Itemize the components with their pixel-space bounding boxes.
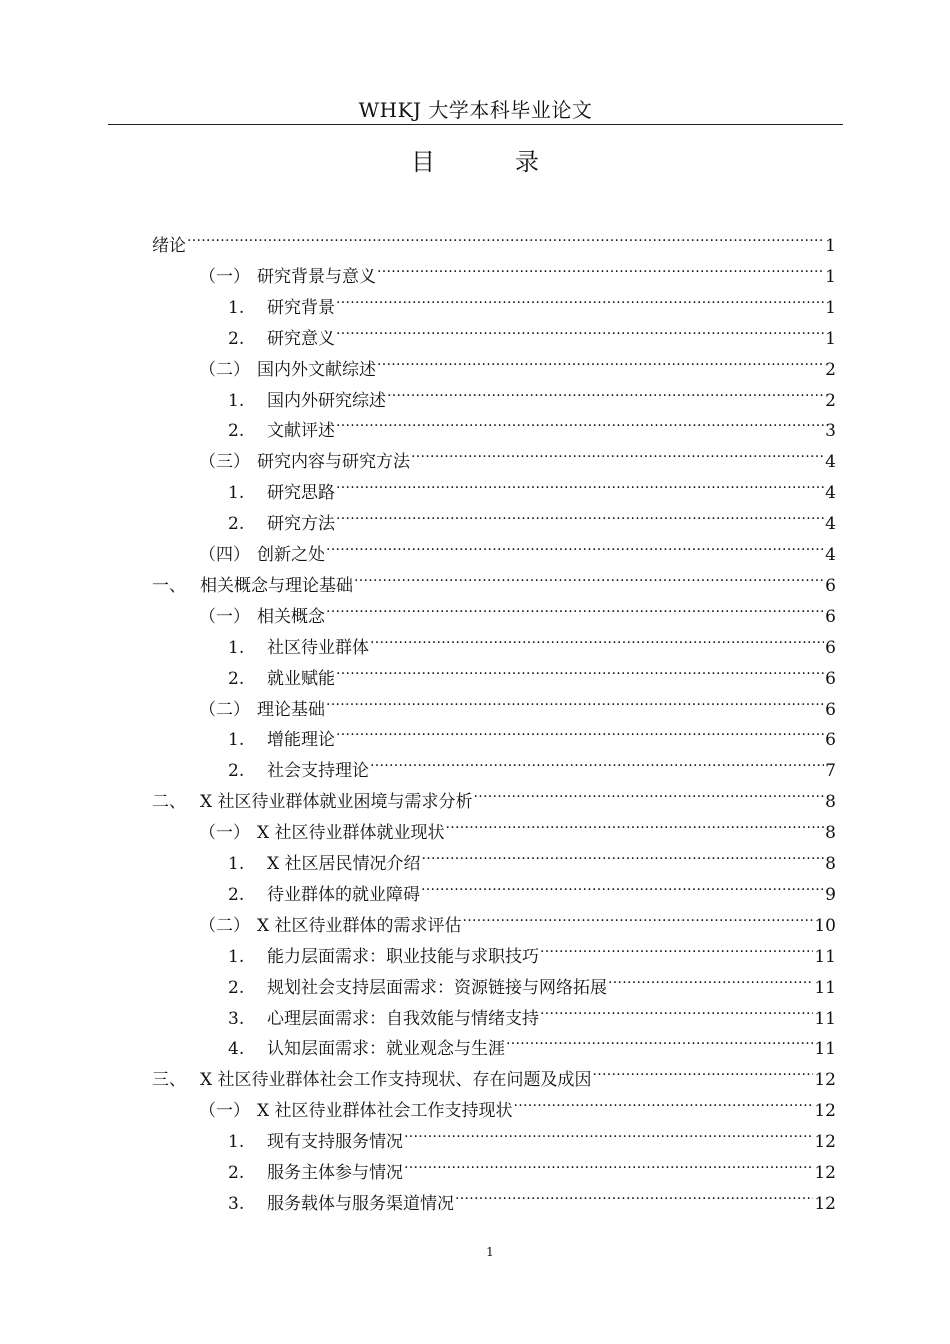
- toc-entry[interactable]: [228, 962, 836, 998]
- toc-entry-number: 3.: [228, 1008, 245, 1029]
- toc-entry-title: 研究内容与研究方法: [257, 452, 410, 473]
- page-number: 1: [486, 1245, 494, 1259]
- toc-title: 目 录: [411, 148, 567, 176]
- toc-entry[interactable]: [228, 931, 836, 967]
- toc-entry-number: 1.: [228, 854, 245, 874]
- toc-entry-number: 1.: [228, 730, 245, 751]
- toc-entry-number: 二、: [152, 792, 186, 813]
- toc-entry-page: 12: [814, 1101, 836, 1122]
- toc-entry-title: X 社区待业群体社会工作支持现状: [257, 1101, 513, 1122]
- toc-entry-number: （三）: [199, 452, 250, 473]
- toc-entry-title: X 社区待业群体就业困境与需求分析: [200, 792, 473, 813]
- toc-dot-leader: [336, 282, 824, 313]
- toc-entry-title: 相关概念与理论基础: [200, 575, 353, 596]
- toc-entry-title: 相关概念: [257, 606, 325, 627]
- toc-entry-title: 认知层面需求：就业观念与生涯: [267, 1039, 505, 1060]
- toc-entry-page: 12: [814, 1070, 836, 1091]
- toc-entry-page: 6: [825, 730, 836, 751]
- toc-dot-leader: [387, 375, 824, 406]
- toc-entry-number: 3.: [228, 1193, 245, 1214]
- toc-entry-page: 6: [825, 637, 836, 658]
- toc-entry[interactable]: [199, 344, 836, 380]
- toc-entry-page: 3: [825, 421, 836, 442]
- toc-entry[interactable]: [228, 653, 836, 689]
- toc-entry[interactable]: [228, 498, 836, 535]
- toc-entry[interactable]: [228, 1178, 836, 1214]
- toc-entry-page: 9: [825, 884, 836, 905]
- toc-entry-title: X 社区待业群体的需求评估: [257, 915, 462, 936]
- toc-entry-title: 社会支持理论: [267, 761, 369, 782]
- toc-entry[interactable]: [228, 622, 836, 658]
- toc-entry-page: 7: [825, 761, 836, 782]
- toc-dot-leader: [474, 776, 825, 807]
- toc-entry-number: 1.: [228, 946, 245, 967]
- toc-entry-number: （一）: [199, 606, 250, 627]
- toc-dot-leader: [336, 313, 824, 344]
- toc-entry-page: 12: [814, 1193, 836, 1214]
- toc-entry[interactable]: [228, 1147, 836, 1183]
- toc-entry[interactable]: [152, 220, 836, 256]
- toc-entry-page: 1: [825, 236, 836, 256]
- toc-entry-title: 国内外文献综述: [257, 359, 376, 380]
- toc-entry-page: 4: [825, 483, 836, 504]
- toc-entry-number: （一）: [199, 266, 250, 287]
- toc-entry-page: 1: [825, 297, 836, 318]
- toc-entry-page: 6: [825, 575, 836, 596]
- toc-entry-number: 2.: [228, 884, 245, 905]
- toc-entry[interactable]: [228, 993, 836, 1029]
- toc-entry[interactable]: [228, 405, 836, 442]
- toc-entry[interactable]: [199, 1085, 836, 1122]
- toc-dot-leader: [455, 1178, 813, 1209]
- toc-dot-leader: [187, 220, 824, 251]
- toc-dot-leader: [514, 1085, 814, 1116]
- toc-dot-leader: [422, 838, 825, 869]
- toc-entry-title: 研究方法: [267, 514, 335, 535]
- toc-entry-number: 1.: [228, 637, 245, 658]
- toc-entry-page: 12: [814, 1163, 836, 1183]
- toc-dot-leader: [540, 993, 813, 1024]
- toc-entry-title: 研究意义: [267, 328, 335, 349]
- toc-entry-number: 2.: [228, 668, 245, 689]
- toc-entry-title: 心理层面需求：自我效能与情绪支持: [267, 1008, 539, 1029]
- toc-entry-page: 11: [814, 1008, 836, 1029]
- toc-entry[interactable]: [228, 1116, 836, 1153]
- toc-entry-title: 研究思路: [267, 483, 335, 504]
- toc-dot-leader: [377, 251, 824, 282]
- toc-entry-number: （一）: [199, 1101, 250, 1122]
- toc-entry-page: 6: [825, 699, 836, 720]
- toc-entry-page: 11: [814, 946, 836, 967]
- toc-entry[interactable]: [228, 313, 836, 349]
- toc-entry[interactable]: [228, 282, 836, 318]
- toc-entry-title: 服务主体参与情况: [267, 1163, 403, 1183]
- toc-entry[interactable]: [228, 467, 836, 504]
- toc-entry-page: 4: [825, 514, 836, 535]
- toc-entry-page: 2: [825, 359, 836, 380]
- toc-entry-title: 现有支持服务情况: [267, 1132, 403, 1153]
- toc-entry[interactable]: [152, 560, 836, 596]
- toc-entry-number: 1.: [228, 297, 245, 318]
- toc-dot-leader: [540, 931, 813, 962]
- toc-entry-page: 12: [814, 1132, 836, 1153]
- toc-entry-number: 2.: [228, 514, 245, 535]
- toc-dot-leader: [370, 622, 824, 653]
- toc-entry-page: 4: [825, 452, 836, 473]
- toc-entry-page: 2: [825, 390, 836, 411]
- toc-entry[interactable]: [199, 436, 836, 473]
- toc-dot-leader: [377, 344, 824, 375]
- toc-entry-page: 8: [825, 792, 836, 813]
- toc-entry-page: 11: [814, 1039, 836, 1060]
- toc-dot-leader: [593, 1054, 814, 1085]
- toc-dot-leader: [463, 900, 814, 931]
- toc-entry-title: 待业群体的就业障碍: [267, 884, 420, 905]
- toc-dot-leader: [446, 807, 825, 838]
- toc-entry-title: 服务载体与服务渠道情况: [267, 1193, 454, 1214]
- toc-entry-title: 国内外研究综述: [267, 390, 386, 411]
- toc-entry[interactable]: [228, 1023, 836, 1060]
- toc-entry[interactable]: [152, 776, 836, 813]
- toc-dot-leader: [336, 498, 824, 529]
- toc-entry-number: 一、: [152, 575, 186, 596]
- toc-entry-title: 规划社会支持层面需求：资源链接与网络拓展: [267, 977, 607, 998]
- toc-entry-page: 1: [825, 328, 836, 349]
- toc-entry-title: 社区待业群体: [267, 637, 369, 658]
- toc-entry-title: 创新之处: [257, 545, 325, 565]
- toc-dot-leader: [336, 653, 824, 684]
- toc-entry[interactable]: [199, 807, 836, 844]
- toc-dot-leader: [411, 436, 824, 467]
- toc-entry-title: X 社区待业群体就业现状: [257, 823, 445, 844]
- toc-dot-leader: [354, 560, 824, 591]
- toc-entry-page: 8: [825, 854, 836, 874]
- toc-entry-number: （一）: [199, 823, 250, 844]
- toc-entry-title: 增能理论: [267, 730, 335, 751]
- toc-entry-title: 研究背景: [267, 297, 335, 318]
- toc-dot-leader: [336, 714, 824, 745]
- toc-entry[interactable]: [228, 745, 836, 782]
- toc-dot-leader: [336, 467, 824, 498]
- toc-dot-leader: [336, 405, 824, 436]
- toc-entry-number: 2.: [228, 328, 245, 349]
- toc-dot-leader: [326, 529, 824, 560]
- toc-entry-number: （四）: [199, 545, 250, 565]
- toc-entry-title: 就业赋能: [267, 668, 335, 689]
- toc-dot-leader: [404, 1116, 813, 1147]
- toc-entry-number: 2.: [228, 421, 245, 442]
- toc-entry[interactable]: [228, 714, 836, 751]
- toc-entry-title: 能力层面需求：职业技能与求职技巧: [267, 946, 539, 967]
- toc-dot-leader: [404, 1147, 813, 1178]
- toc-entry[interactable]: [199, 529, 836, 565]
- toc-entry-page: 10: [814, 915, 836, 936]
- toc-dot-leader: [421, 869, 824, 900]
- toc-entry-number: 1.: [228, 390, 245, 411]
- toc-dot-leader: [326, 684, 824, 715]
- toc-entry-title: X 社区待业群体社会工作支持现状、存在问题及成因: [200, 1070, 592, 1091]
- toc-entry[interactable]: [228, 375, 836, 411]
- toc-entry-title: 理论基础: [257, 699, 325, 720]
- toc-entry-page: 6: [825, 606, 836, 627]
- toc-entry-number: （二）: [199, 699, 250, 720]
- toc-entry-title: 文献评述: [267, 421, 335, 442]
- toc-entry[interactable]: [199, 684, 836, 720]
- toc-entry[interactable]: [199, 591, 836, 627]
- toc-dot-leader: [326, 591, 824, 622]
- toc-entry-number: 2.: [228, 1163, 245, 1183]
- running-header: WHKJ 大学本科毕业论文: [358, 98, 593, 122]
- toc-dot-leader: [608, 962, 813, 993]
- toc-entry[interactable]: [152, 1054, 836, 1091]
- toc-entry[interactable]: [228, 838, 836, 874]
- toc-entry-number: （二）: [199, 915, 250, 936]
- header-rule: [108, 124, 843, 125]
- toc-entry-number: 2.: [228, 977, 245, 998]
- toc-entry-number: 4.: [228, 1039, 245, 1060]
- toc-entry-title: 研究背景与意义: [257, 266, 376, 287]
- toc-entry-number: 2.: [228, 761, 245, 782]
- toc-entry-page: 11: [814, 977, 836, 998]
- toc-dot-leader: [506, 1023, 813, 1054]
- toc-entry-number: 三、: [152, 1070, 186, 1091]
- toc-entry-page: 8: [825, 823, 836, 844]
- toc-entry-number: 1.: [228, 483, 245, 504]
- toc-entry-page: 1: [825, 266, 836, 287]
- toc-entry-number: （二）: [199, 359, 250, 380]
- toc-entry-number: 1.: [228, 1132, 245, 1153]
- toc-entry[interactable]: [199, 251, 836, 287]
- toc-entry-page: 6: [825, 668, 836, 689]
- toc-entry-title: X 社区居民情况介绍: [267, 854, 421, 874]
- toc-entry-title: 绪论: [152, 236, 186, 256]
- toc-entry[interactable]: [228, 869, 836, 905]
- toc-entry[interactable]: [199, 900, 836, 936]
- toc-dot-leader: [370, 745, 824, 776]
- toc-entry-page: 4: [825, 545, 836, 565]
